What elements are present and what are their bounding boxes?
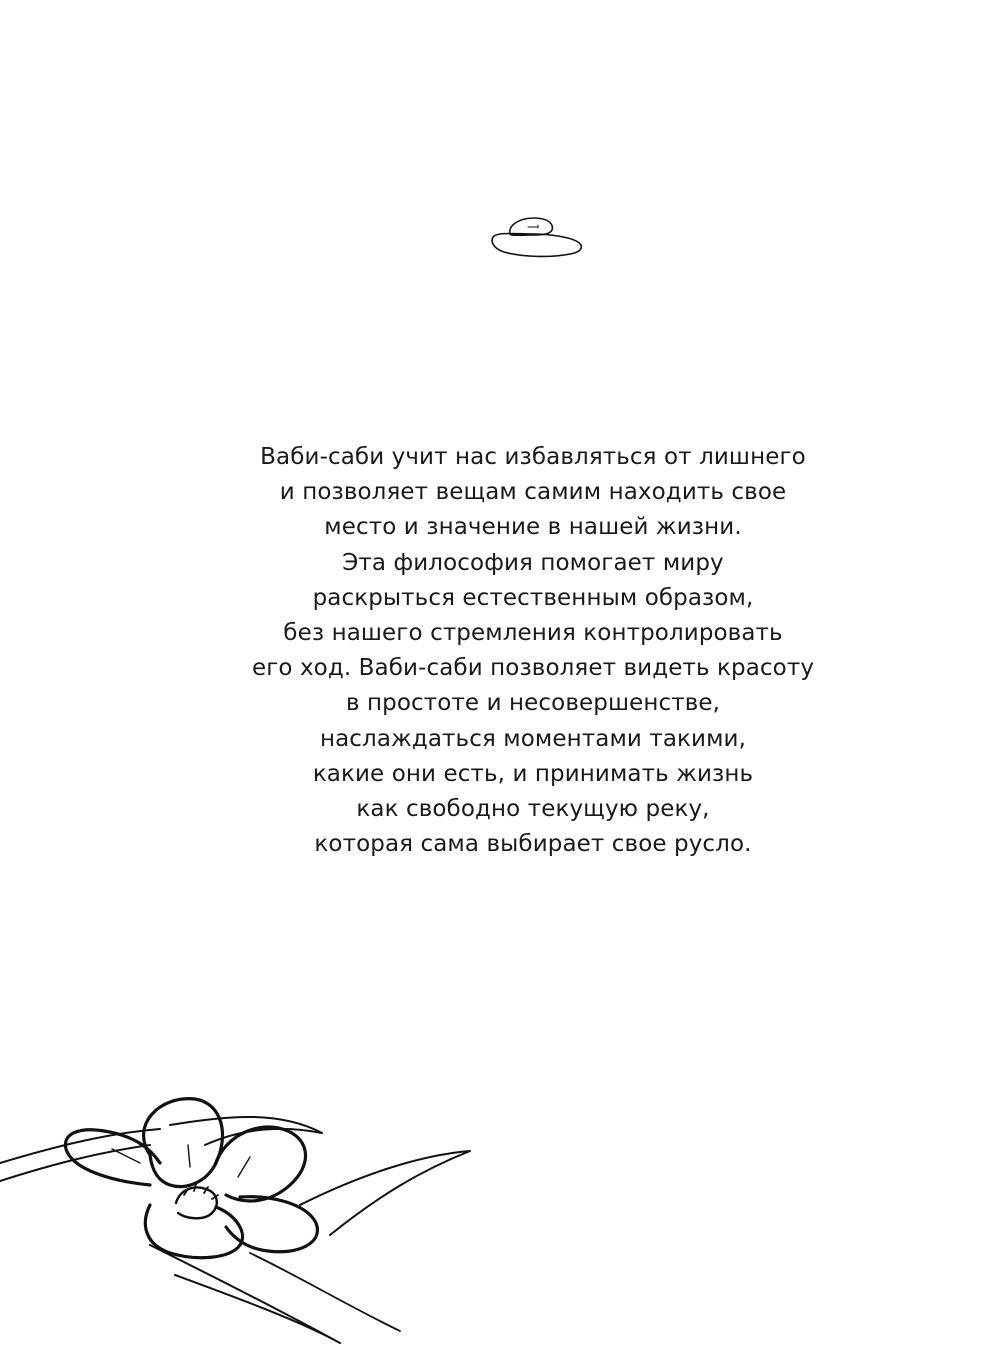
petal-vein-2 [238, 1157, 250, 1177]
leaf-bottom-inner [250, 1253, 400, 1331]
stone-icon [488, 212, 586, 262]
poem-text-block [150, 440, 916, 862]
poem-line: которая сама выбирает свое русло. [314, 831, 752, 858]
petal-left [65, 1130, 160, 1185]
petal-vein-3 [112, 1149, 140, 1163]
leaf-right [300, 1151, 470, 1235]
poem-line: наслаждаться моментами такими, [319, 725, 747, 752]
petal-vein-1 [188, 1145, 190, 1167]
petal-top-right [215, 1127, 306, 1201]
flower-icon [0, 1085, 480, 1367]
poem-line: его ход. Ваби-саби позволяет видеть красоту [251, 655, 815, 682]
poem-line: без нашего стремления контролировать [283, 620, 783, 647]
poem-line: Эта философия помогает миру [342, 549, 724, 576]
poem-line: какие они есть, и принимать жизнь [312, 760, 754, 787]
leaf-bottom-long [150, 1245, 340, 1343]
poem-line: место и значение в нашей жизни. [324, 514, 742, 541]
flower-center [176, 1188, 217, 1219]
poem-line: в простоте и несовершенстве, [345, 690, 721, 717]
poem-line: как свободно текущую реку, [356, 796, 710, 823]
poem-line: Ваби-саби учит нас избавляться от лишнего [260, 444, 806, 470]
poem-line: раскрыться естественным образом, [312, 584, 754, 611]
poem-line: и позволяет вещам самим находить свое [279, 479, 787, 506]
